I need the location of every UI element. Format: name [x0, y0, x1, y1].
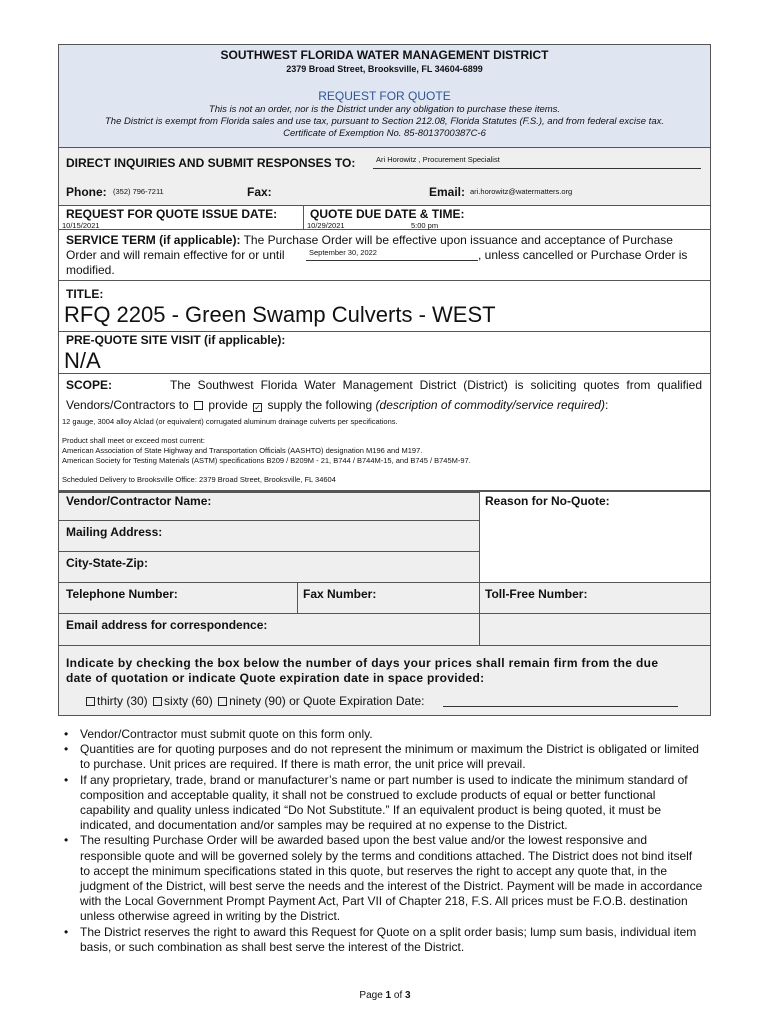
scope-desc-4: American Society for Testing Materials (ASTM) specifications B209 / B209M - 21, B744 / B744M-15, and B745 / B745M-97. [62, 456, 471, 465]
firm-options [86, 694, 425, 708]
service-term-text-4: modified. [66, 263, 115, 277]
title-label: TITLE: [66, 287, 104, 301]
vendor-name-label[interactable]: Vendor/Contractor Name: [66, 494, 212, 508]
service-term-until-value: September 30, 2022 [309, 248, 377, 257]
notice-line-2: The District is exempt from Florida sales and use tax, pursuant to Section 212.08, Florida Statutes (F.S.), and from federal excise tax. [105, 116, 664, 127]
city-label[interactable]: City-State-Zip: [66, 556, 148, 570]
supply-label: supply the following [267, 398, 373, 412]
vendor-hline-3 [58, 582, 711, 583]
notice-line-1: This is not an order, nor is the District under any obligation to purchase these items. [208, 104, 561, 115]
due-date-value[interactable]: 10/29/2021 [307, 221, 345, 230]
thirty-checkbox[interactable] [86, 697, 95, 706]
vendor-divider-fax [297, 582, 298, 613]
site-visit-value: N/A [64, 348, 101, 373]
service-term-text-3: , unless cancelled or Purchase Order is [478, 248, 688, 262]
inquiries-label: DIRECT INQUIRIES AND SUBMIT RESPONSES TO: [66, 156, 356, 170]
email-value[interactable]: ari.horowitz@watermatters.org [470, 187, 573, 196]
expiration-date-field[interactable] [443, 694, 678, 707]
firm-text-2: date of quotation or indicate Quote expiration date in space provided: [66, 671, 485, 685]
ninety-checkbox[interactable] [218, 697, 227, 706]
of-word: of [393, 990, 403, 1001]
scope-desc-5: Scheduled Delivery to Brooksville Office: 2379 Broad Street, Brooksville, FL 34604 [62, 475, 336, 484]
no-quote-label: Reason for No-Quote: [485, 494, 610, 508]
email-corr-label[interactable]: Email address for correspondence: [66, 618, 268, 632]
dates-divider [303, 206, 304, 230]
terms-item: • The resulting Purchase Order will be awarded based upon the best value and/or the lowest responsive and responsible quote and will be governed solely by the terms and conditions attached. The District does not bind itself to accept the minimum specifications stated in this quote, but reserves the right to accept any quote that, in the judgment of the District, will best serve the needs and the interest of the District. Payment will be made in accordance with the Local Government Prompt Payment Act, Part VII of Chapter 218, F.S. All prices must be F.O.B. destination unless otherwise agreed in writing by the District. [58, 833, 704, 924]
mailing-label[interactable]: Mailing Address: [66, 525, 163, 539]
terms-item: • Vendor/Contractor must submit quote on this form only. [58, 727, 704, 742]
service-term-line-1 [66, 233, 673, 247]
title-value: RFQ 2205 - Green Swamp Culverts - WEST [64, 302, 496, 327]
terms-list [58, 727, 704, 955]
site-visit-label: PRE-QUOTE SITE VISIT (if applicable): [66, 333, 286, 347]
terms-item: • The District reserves the right to award this Request for Quote on a split order basis; lump sum basis, individual item basis, or such combination as shall best serve the interest of the District. [58, 925, 704, 955]
page-total: 3 [405, 990, 411, 1001]
issue-date-value[interactable]: 10/15/2021 [62, 221, 100, 230]
tollfree-label[interactable]: Toll-Free Number: [485, 587, 588, 601]
provide-checkbox[interactable] [194, 401, 203, 410]
doc-type: REQUEST FOR QUOTE [318, 89, 451, 103]
scope-colon: : [604, 398, 609, 412]
sixty-label: sixty (60) [164, 694, 213, 708]
scope-line-1-text: The Southwest Florida Water Management District (District) is soliciting quotes from qualified [170, 378, 702, 392]
phone-label: Phone: [66, 185, 107, 199]
vendor-hline-5 [58, 645, 711, 646]
service-term-text-2: Order and will remain effective for or until [66, 248, 285, 262]
scope-label: SCOPE: [66, 378, 113, 392]
service-term-until-field[interactable] [306, 247, 478, 261]
thirty-label: thirty (30) [97, 694, 148, 708]
vendor-hline-1 [58, 520, 479, 521]
telephone-label[interactable]: Telephone Number: [66, 587, 178, 601]
inquiries-value[interactable] [373, 155, 701, 169]
supply-checkbox[interactable]: ✓ [254, 403, 261, 412]
page-number: 1 [385, 990, 392, 1001]
scope-line-2a: Vendors/Contractors to [66, 398, 189, 412]
service-term-line-2 [66, 248, 285, 262]
org-name: SOUTHWEST FLORIDA WATER MANAGEMENT DISTRICT [220, 48, 549, 62]
provide-label: provide [208, 398, 248, 412]
service-term-text-1: The Purchase Order will be effective upon issuance and acceptance of Purchase [243, 233, 673, 247]
scope-line-1 [66, 378, 702, 392]
notice-line-3: Certificate of Exemption No. 85-8013700387C-6 [283, 128, 486, 139]
vendor-hline-2 [58, 551, 479, 552]
email-label: Email: [429, 185, 466, 199]
phone-value[interactable]: (352) 796-7211 [113, 187, 164, 196]
ninety-label: ninety (90) or Quote Expiration Date: [229, 694, 425, 708]
due-time-value[interactable]: 5:00 pm [411, 221, 439, 230]
vendor-hline-4 [58, 613, 711, 614]
firm-text-1: Indicate by checking the box below the number of days your prices shall remain firm from the due [66, 656, 659, 670]
page-footer [0, 990, 770, 1001]
inquiries-value-text: Ari Horowitz , Procurement Specialist [376, 155, 500, 164]
terms-item: • If any proprietary, trade, brand or manufacturer’s name or part number is used to indicate the minimum standard of composition and acceptable quality, it shall not be construed to exclude products of equal or better functional capability and quality unless indicated “Do Not Substitute.” If an equivalent product is being quoted, it must be indicated, and documentation and/or samples may be required at no expense to the District. [58, 773, 704, 834]
vendor-fax-label[interactable]: Fax Number: [303, 587, 377, 601]
scope-desc-2: Product shall meet or exceed most current: [62, 436, 205, 445]
terms-item: • Quantities are for quoting purposes and do not represent the minimum or maximum the District is obligated or limited to purchase. Unit prices are required. If there is math error, the unit price will prevail. [58, 742, 704, 772]
sixty-checkbox[interactable] [153, 697, 162, 706]
service-term-label: SERVICE TERM (if applicable): [66, 233, 241, 247]
scope-line-2 [66, 398, 608, 412]
issue-date-label: REQUEST FOR QUOTE ISSUE DATE: [66, 207, 278, 221]
fax-label: Fax: [247, 185, 272, 199]
scope-desc-3: American Association of State Highway and Transportation Officials (AASHTO) designation M196 and M197. [62, 446, 423, 455]
page-word: Page [359, 990, 383, 1001]
scope-line-2b: (description of commodity/service required) [375, 398, 605, 412]
due-date-label: QUOTE DUE DATE & TIME: [310, 207, 465, 221]
scope-desc-1: 12 gauge, 3004 alloy Alclad (or equivalent) corrugated aluminum drainage culverts per specifications. [62, 417, 398, 426]
org-address: 2379 Broad Street, Brooksville, FL 34604-6899 [286, 64, 483, 74]
